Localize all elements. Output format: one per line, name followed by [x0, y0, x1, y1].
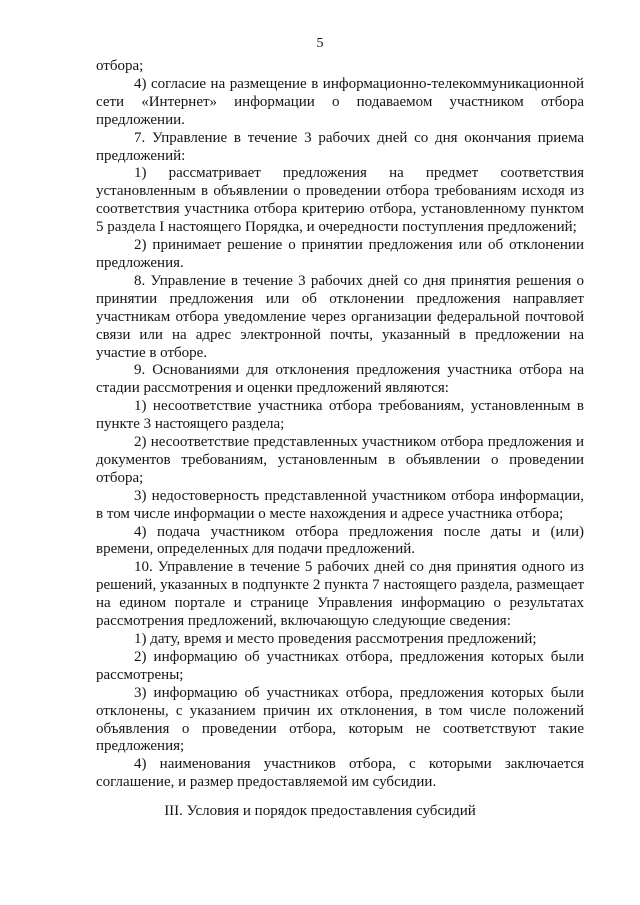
paragraph-clause-9-item-4: 4) подача участником отбора предложения после даты и (или) времени, определенных для подачи предложений.	[96, 523, 584, 558]
paragraph-clause-7-item-2: 2) принимает решение о принятии предложения или об отклонении предложения.	[96, 237, 584, 271]
paragraph-clause-7-item-1: 1) рассматривает предложения на предмет соответствия установленным в объявлении о проведении отбора требованиям исходя из соответствия участника отбора критерию отбора, установленному пунктом 5 раздела I настоящего Порядка, и очередности поступления предложений;	[96, 165, 584, 236]
paragraph-clause-9-item-2: 2) несоответствие представленных участником отбора предложения и документов требованиям, установленным в объявлении о проведении отбора;	[96, 434, 584, 486]
page-number: 5	[316, 36, 324, 51]
body-text	[96, 58, 584, 792]
paragraph-clause-10-item-3: 3) информацию об участниках отбора, предложения которых были отклонены, с указанием причин их отклонения, в том числе положений объявления о проведении отбора, которым не соответствуют такие предложения;	[96, 684, 584, 755]
paragraph-clause-9-item-3: 3) недостоверность представленной участником отбора информации, в том числе информации о месте нахождения и адресе участника отбора;	[96, 487, 584, 522]
paragraph-clause-8: 8. Управление в течение 3 рабочих дней со дня принятия решения о принятии предложения или об отклонении предложения направляет участникам отбора уведомление через организации федеральной почтовой связи или на адрес электронной почты, указанный в предложении на участие в отборе.	[96, 272, 584, 361]
paragraph-continuation: отбора;	[96, 58, 144, 74]
paragraph-clause-9: 9. Основаниями для отклонения предложения участника отбора на стадии рассмотрения и оценки предложений являются:	[96, 362, 584, 397]
paragraph-clause-10: 10. Управление в течение 5 рабочих дней со дня принятия одного из решений, указанных в подпункте 2 пункта 7 настоящего раздела, размещает на едином портале и странице Управления информацию о результатах рассмотрения предложений, включающую следующие сведения:	[96, 559, 584, 630]
paragraph-clause-10-item-2: 2) информацию об участниках отбора, предложения которых были рассмотрены;	[96, 648, 584, 683]
paragraph-clause-10-item-4: 4) наименования участников отбора, с которыми заключается соглашение, и размер предоставляемой им субсидии.	[96, 756, 584, 791]
paragraph-clause-10-item-1: 1) дату, время и место проведения рассмотрения предложений;	[134, 631, 537, 647]
paragraph-clause-9-item-1: 1) несоответствие участника отбора требованиям, установленным в пункте 3 настоящего раздела;	[96, 398, 584, 433]
paragraph-clause-7: 7. Управление в течение 3 рабочих дней со дня окончания приема предложений:	[96, 129, 584, 164]
section-heading: III. Условия и порядок предоставления субсидий	[164, 803, 476, 819]
paragraph-item-4-consent: 4) согласие на размещение в информационно-телекоммуникационной сети «Интернет» информации о подаваемом участником отбора предложении.	[96, 75, 584, 128]
